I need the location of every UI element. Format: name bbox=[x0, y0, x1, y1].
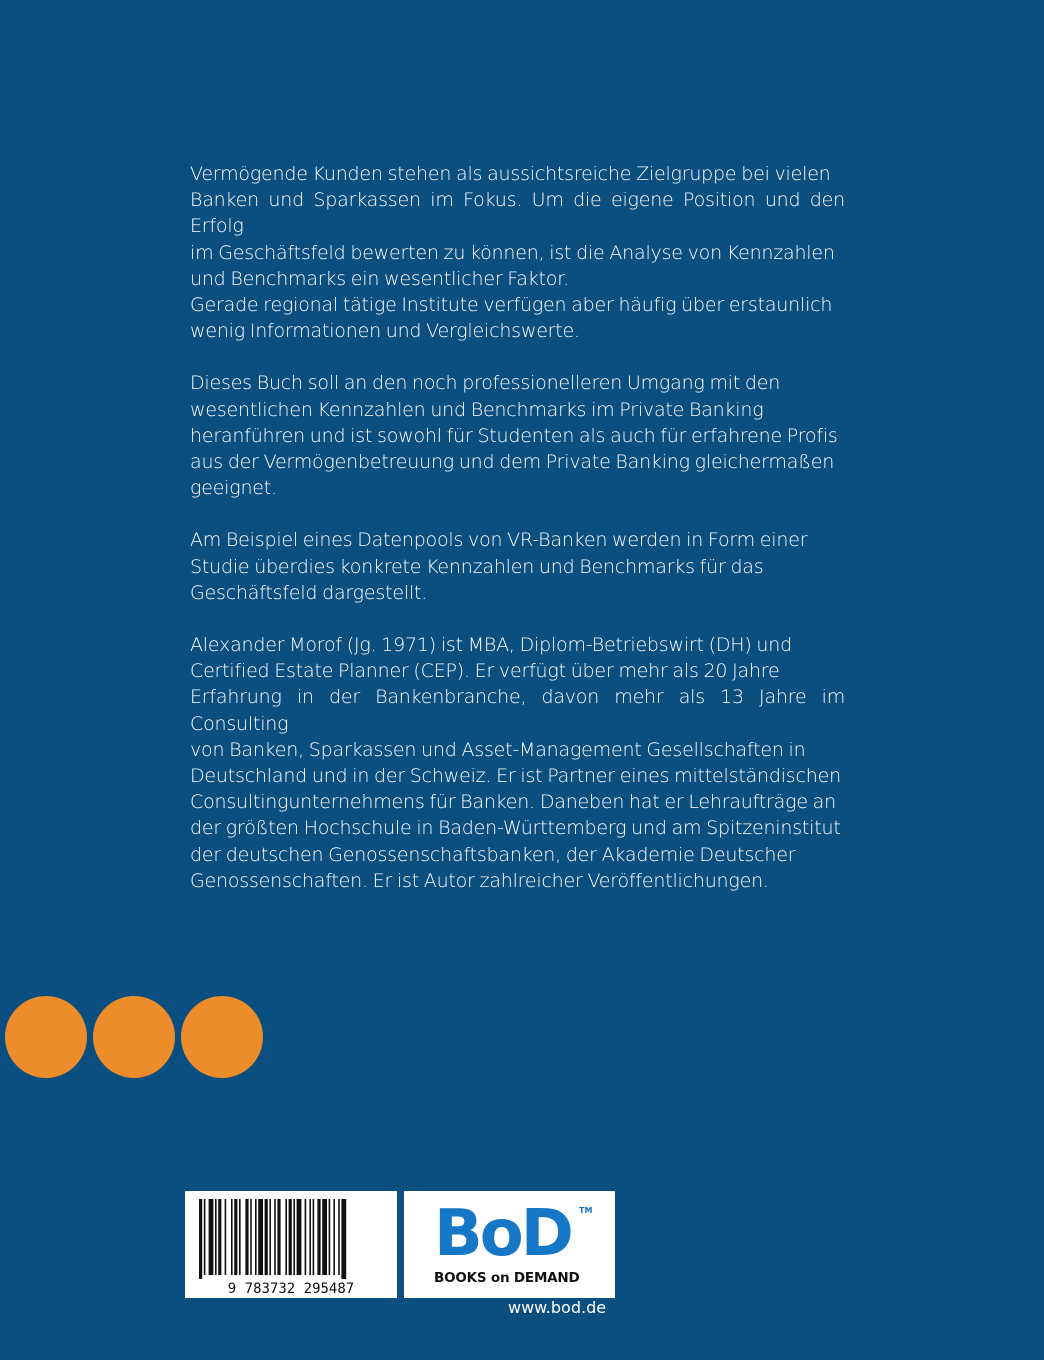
orange-dot-icon bbox=[181, 996, 263, 1078]
barcode-bar bbox=[333, 1199, 335, 1275]
author-bio bbox=[190, 632, 845, 894]
barcode-icon bbox=[185, 1191, 397, 1298]
text-line: aus der Vermögenbetreuung und dem Private Banking gleichermaßen bbox=[190, 451, 835, 474]
text-line: Am Beispiel eines Datenpools von VR-Banken werden in Form einer bbox=[190, 529, 808, 552]
barcode-bar bbox=[289, 1199, 292, 1275]
text-line: heranführen und ist sowohl für Studenten als auch für erfahrene Profis bbox=[190, 424, 838, 447]
barcode-bar bbox=[250, 1199, 252, 1275]
barcode-bar bbox=[322, 1199, 327, 1275]
publisher-logo-box bbox=[404, 1191, 615, 1298]
description-paragraph-3 bbox=[190, 527, 845, 606]
barcode-bar bbox=[258, 1199, 263, 1275]
barcode-bar bbox=[305, 1199, 307, 1275]
bod-logo: BoD bbox=[434, 1197, 571, 1271]
text-line: Alexander Morof (Jg. 1971) ist MBA, Diplom-Betriebswirt (DH) und bbox=[190, 634, 792, 657]
barcode-bar bbox=[215, 1199, 217, 1275]
barcode-bar bbox=[239, 1199, 241, 1275]
barcode-bar bbox=[313, 1199, 315, 1275]
orange-dot-icon bbox=[93, 996, 175, 1078]
barcode-bar bbox=[225, 1199, 227, 1275]
text-line: der deutschen Genossenschaftsbanken, der Akademie Deutscher bbox=[190, 843, 796, 866]
text-line: Geschäftsfeld dargestellt. bbox=[190, 581, 428, 604]
isbn-barcode bbox=[185, 1191, 397, 1298]
barcode-bar bbox=[255, 1199, 257, 1275]
text-line: der größten Hochschule in Baden-Württemberg und am Spitzeninstitut bbox=[190, 817, 841, 840]
text-line: Banken und Sparkassen im Fokus. Um die eigene Position und den Erfolg bbox=[190, 189, 845, 238]
barcode-bar bbox=[231, 1199, 233, 1275]
text-line: von Banken, Sparkassen und Asset-Management Gesellschaften in bbox=[190, 738, 806, 761]
text-line: Vermögende Kunden stehen als aussichtsreiche Zielgruppe bei vielen bbox=[190, 163, 831, 185]
text-line: geeignet. bbox=[190, 477, 277, 500]
barcode-bar bbox=[204, 1199, 206, 1275]
trademark-mark: TM bbox=[579, 1206, 593, 1215]
barcode-bar bbox=[293, 1199, 295, 1275]
barcode-bar bbox=[209, 1199, 214, 1275]
barcode-number: 9 783732 295487 bbox=[227, 1281, 355, 1297]
barcode-bar bbox=[245, 1199, 248, 1275]
description-paragraph-1 bbox=[190, 161, 845, 344]
text-line: Studie überdies konkrete Kennzahlen und Benchmarks für das bbox=[190, 555, 764, 578]
decorative-dots bbox=[5, 996, 263, 1078]
description-paragraph-2 bbox=[190, 370, 845, 501]
text-line: Deutschland und in der Schweiz. Er ist Partner eines mittelständischen bbox=[190, 765, 841, 788]
text-line: Certified Estate Planner (CEP). Er verfügt über mehr als 20 Jahre bbox=[190, 660, 780, 683]
barcode-bar bbox=[297, 1199, 302, 1275]
publisher-url[interactable]: www.bod.de bbox=[508, 1298, 607, 1317]
text-line: und Benchmarks ein wesentlicher Faktor. bbox=[190, 267, 569, 290]
back-cover-text bbox=[190, 161, 845, 920]
text-line: Gerade regional tätige Institute verfügen aber häufig über erstaunlich bbox=[190, 294, 833, 317]
text-line: Erfahrung in der Bankenbranche, davon mehr als 13 Jahre im Consulting bbox=[190, 686, 845, 735]
barcode-bar bbox=[285, 1199, 287, 1275]
barcode-bar bbox=[269, 1199, 271, 1275]
text-line: Genossenschaften. Er ist Autor zahlreicher Veröffentlichungen. bbox=[190, 869, 769, 892]
barcode-bar bbox=[274, 1199, 276, 1275]
barcode-bar bbox=[218, 1199, 221, 1275]
barcode-bar bbox=[341, 1199, 346, 1279]
publisher-caption: BOOKS on DEMAND bbox=[434, 1270, 580, 1286]
barcode-bar bbox=[277, 1199, 280, 1275]
barcode-bar bbox=[317, 1199, 320, 1275]
text-line: Dieses Buch soll an den noch professionelleren Umgang mit den bbox=[190, 372, 781, 395]
barcode-bar bbox=[309, 1199, 311, 1275]
barcode-bar bbox=[265, 1199, 268, 1275]
barcode-bar bbox=[199, 1199, 202, 1279]
orange-dot-icon bbox=[5, 996, 87, 1078]
text-line: wenig Informationen und Vergleichswerte. bbox=[190, 320, 580, 343]
text-line: wesentlichen Kennzahlen und Benchmarks im Private Banking bbox=[190, 398, 764, 421]
text-line: Consultingunternehmens für Banken. Daneben hat er Lehraufträge an bbox=[190, 791, 836, 814]
text-line: im Geschäftsfeld bewerten zu können, ist die Analyse von Kennzahlen bbox=[190, 241, 835, 264]
barcode-bar bbox=[234, 1199, 237, 1275]
barcode-bar bbox=[338, 1199, 340, 1275]
barcode-bar bbox=[329, 1199, 331, 1275]
